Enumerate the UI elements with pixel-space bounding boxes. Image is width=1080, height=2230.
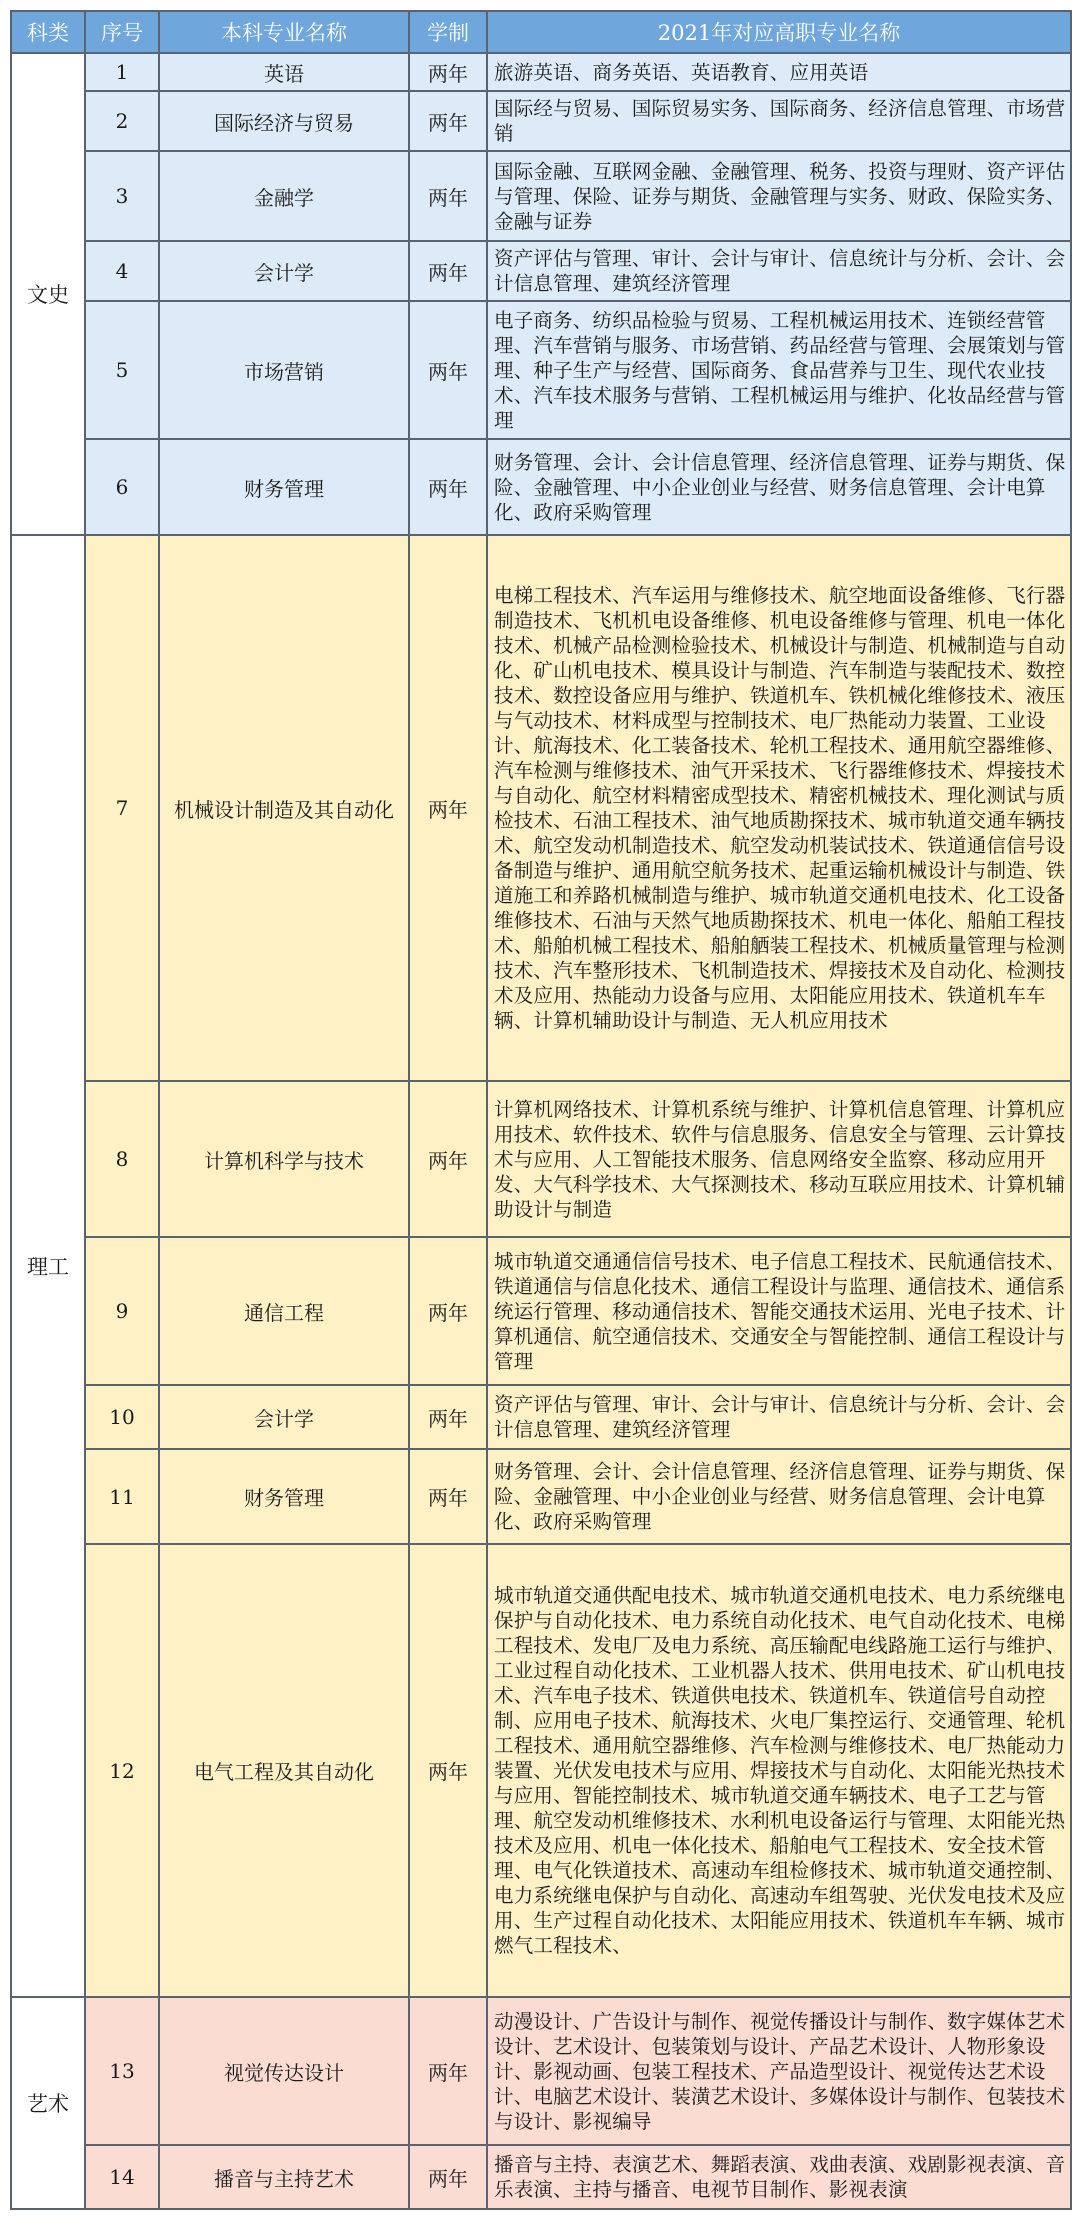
table-row [11,241,1071,301]
row-index: 2 [85,91,159,151]
row-index: 4 [85,241,159,301]
row-vocational: 计算机网络技术、计算机系统与维护、计算机信息管理、计算机应用技术、软件技术、软件与信息服务、信息安全与管理、云计算技术与应用、人工智能技术服务、信息网络安全监察、移动应用开发、大气科学技术、大气探测技术、移动互联应用技术、计算机辅助设计与制造 [487,1081,1071,1237]
row-major: 视觉传达设计 [159,1997,409,2145]
row-major: 财务管理 [159,439,409,535]
category-cell-wenshi: 文史 [11,53,85,535]
header-major: 本科专业名称 [159,11,409,53]
row-major: 金融学 [159,151,409,241]
header-category: 科类 [11,11,85,53]
category-cell-yishu: 艺术 [11,1997,85,2209]
row-duration: 两年 [409,439,487,535]
row-major: 机械设计制造及其自动化 [159,535,409,1081]
row-major: 电气工程及其自动化 [159,1544,409,1997]
table-row [11,2145,1071,2209]
row-index: 12 [85,1544,159,1997]
row-vocational: 财务管理、会计、会计信息管理、经济信息管理、证券与期货、保险、金融管理、中小企业创业与经营、财务信息管理、会计电算化、政府采购管理 [487,439,1071,535]
row-vocational: 城市轨道交通通信信号技术、电子信息工程技术、民航通信技术、铁道通信与信息化技术、通信工程设计与监理、通信技术、通信系统运行管理、移动通信技术、智能交通技术运用、光电子技术、计算机通信、航空通信技术、交通安全与智能控制、通信工程设计与管理 [487,1237,1071,1385]
table-row [11,53,1071,91]
row-vocational: 财务管理、会计、会计信息管理、经济信息管理、证券与期货、保险、金融管理、中小企业创业与经营、财务信息管理、会计电算化、政府采购管理 [487,1449,1071,1544]
row-vocational: 旅游英语、商务英语、英语教育、应用英语 [487,53,1071,91]
row-major: 计算机科学与技术 [159,1081,409,1237]
row-major: 通信工程 [159,1237,409,1385]
row-duration: 两年 [409,1544,487,1997]
row-duration: 两年 [409,1237,487,1385]
row-duration: 两年 [409,241,487,301]
table-row [11,1449,1071,1544]
row-vocational: 电子商务、纺织品检验与贸易、工程机械运用技术、连锁经营管理、汽车营销与服务、市场营销、药品经营与管理、会展策划与管理、种子生产与经营、国际商务、食品营养与卫生、现代农业技术、汽车技术服务与营销、工程机械运用与维护、化妆品经营与管理 [487,301,1071,439]
header-index: 序号 [85,11,159,53]
row-index: 14 [85,2145,159,2209]
row-duration: 两年 [409,53,487,91]
category-cell-ligong: 理工 [11,535,85,1997]
table-row [11,91,1071,151]
row-index: 7 [85,535,159,1081]
row-index: 10 [85,1385,159,1449]
row-vocational: 国际经与贸易、国际贸易实务、国际商务、经济信息管理、市场营销 [487,91,1071,151]
row-index: 8 [85,1081,159,1237]
table-row [11,1544,1071,1997]
row-index: 13 [85,1997,159,2145]
row-duration: 两年 [409,1081,487,1237]
row-major: 播音与主持艺术 [159,2145,409,2209]
row-vocational: 资产评估与管理、审计、会计与审计、信息统计与分析、会计、会计信息管理、建筑经济管理 [487,241,1071,301]
row-major: 国际经济与贸易 [159,91,409,151]
row-index: 11 [85,1449,159,1544]
row-major: 财务管理 [159,1449,409,1544]
table-header-row [11,11,1071,53]
row-vocational: 动漫设计、广告设计与制作、视觉传播设计与制作、数字媒体艺术设计、艺术设计、包装策划与设计、产品艺术设计、人物形象设计、影视动画、包装工程技术、产品造型设计、视觉传达艺术设计、电脑艺术设计、装潢艺术设计、多媒体设计与制作、包装技术与设计、影视编导 [487,1997,1071,2145]
table-row [11,535,1071,1081]
row-major: 会计学 [159,1385,409,1449]
row-major: 市场营销 [159,301,409,439]
table-row [11,1997,1071,2145]
row-duration: 两年 [409,1997,487,2145]
row-vocational: 国际金融、互联网金融、金融管理、税务、投资与理财、资产评估与管理、保险、证券与期货、金融管理与实务、财政、保险实务、金融与证券 [487,151,1071,241]
row-duration: 两年 [409,301,487,439]
row-duration: 两年 [409,1385,487,1449]
row-vocational: 城市轨道交通供配电技术、城市轨道交通机电技术、电力系统继电保护与自动化技术、电力系统自动化技术、电气自动化技术、电梯工程技术、发电厂及电力系统、高压输配电线路施工运行与维护、工业过程自动化技术、工业机器人技术、供用电技术、矿山机电技术、汽车电子技术、铁道供电技术、铁道机车、铁道信号自动控制、应用电子技术、航海技术、火电厂集控运行、交通管理、轮机工程技术、通用航空器维修、汽车检测与维修技术、电厂热能动力装置、光伏发电技术与应用、焊接技术与自动化、太阳能光热技术与应用、智能控制技术、城市轨道交通车辆技术、电子工艺与管理、航空发动机维修技术、水利机电设备运行与管理、太阳能光热技术及应用、机电一体化技术、船舶电气工程技术、安全技术管理、电气化铁道技术、高速动车组检修技术、城市轨道交通控制、电力系统继电保护与自动化、高速动车组驾驶、光伏发电技术及应用、生产过程自动化技术、太阳能应用技术、铁道机车车辆、城市燃气工程技术、 [487,1544,1071,1997]
row-duration: 两年 [409,151,487,241]
row-duration: 两年 [409,1449,487,1544]
table-row [11,1081,1071,1237]
header-vocational: 2021年对应高职专业名称 [487,11,1071,53]
table-row [11,301,1071,439]
row-index: 1 [85,53,159,91]
row-vocational: 资产评估与管理、审计、会计与审计、信息统计与分析、会计、会计信息管理、建筑经济管理 [487,1385,1071,1449]
row-index: 5 [85,301,159,439]
table-row [11,151,1071,241]
row-duration: 两年 [409,535,487,1081]
table-row [11,1385,1071,1449]
row-duration: 两年 [409,2145,487,2209]
row-index: 6 [85,439,159,535]
major-table [10,10,1072,2210]
row-index: 9 [85,1237,159,1385]
table-row [11,1237,1071,1385]
row-major: 英语 [159,53,409,91]
row-duration: 两年 [409,91,487,151]
table-row [11,439,1071,535]
row-vocational: 播音与主持、表演艺术、舞蹈表演、戏曲表演、戏剧影视表演、音乐表演、主持与播音、电视节目制作、影视表演 [487,2145,1071,2209]
row-index: 3 [85,151,159,241]
row-vocational: 电梯工程技术、汽车运用与维修技术、航空地面设备维修、飞行器制造技术、飞机机电设备维修、机电设备维修与管理、机电一体化技术、机械产品检测检验技术、机械设计与制造、机械制造与自动化、矿山机电技术、模具设计与制造、汽车制造与装配技术、数控技术、数控设备应用与维护、铁道机车、铁机械化维修技术、液压与气动技术、材料成型与控制技术、电厂热能动力装置、工业设计、航海技术、化工装备技术、轮机工程技术、通用航空器维修、汽车检测与维修技术、油气开采技术、飞行器维修技术、焊接技术与自动化、航空材料精密成型技术、精密机械技术、理化测试与质检技术、石油工程技术、油气地质勘探技术、城市轨道交通车辆技术、航空发动机制造技术、航空发动机装试技术、铁道通信信号设备制造与维护、通用航空航务技术、起重运输机械设计与制造、铁道施工和养路机械制造与维护、城市轨道交通机电技术、化工设备维修技术、石油与天然气地质勘探技术、机电一体化、船舶工程技术、船舶机械工程技术、船舶舾装工程技术、机械质量管理与检测技术、汽车整形技术、飞机制造技术、焊接技术及自动化、检测技术及应用、热能动力设备与应用、太阳能应用技术、铁道机车车辆、计算机辅助设计与制造、无人机应用技术 [487,535,1071,1081]
header-duration: 学制 [409,11,487,53]
row-major: 会计学 [159,241,409,301]
